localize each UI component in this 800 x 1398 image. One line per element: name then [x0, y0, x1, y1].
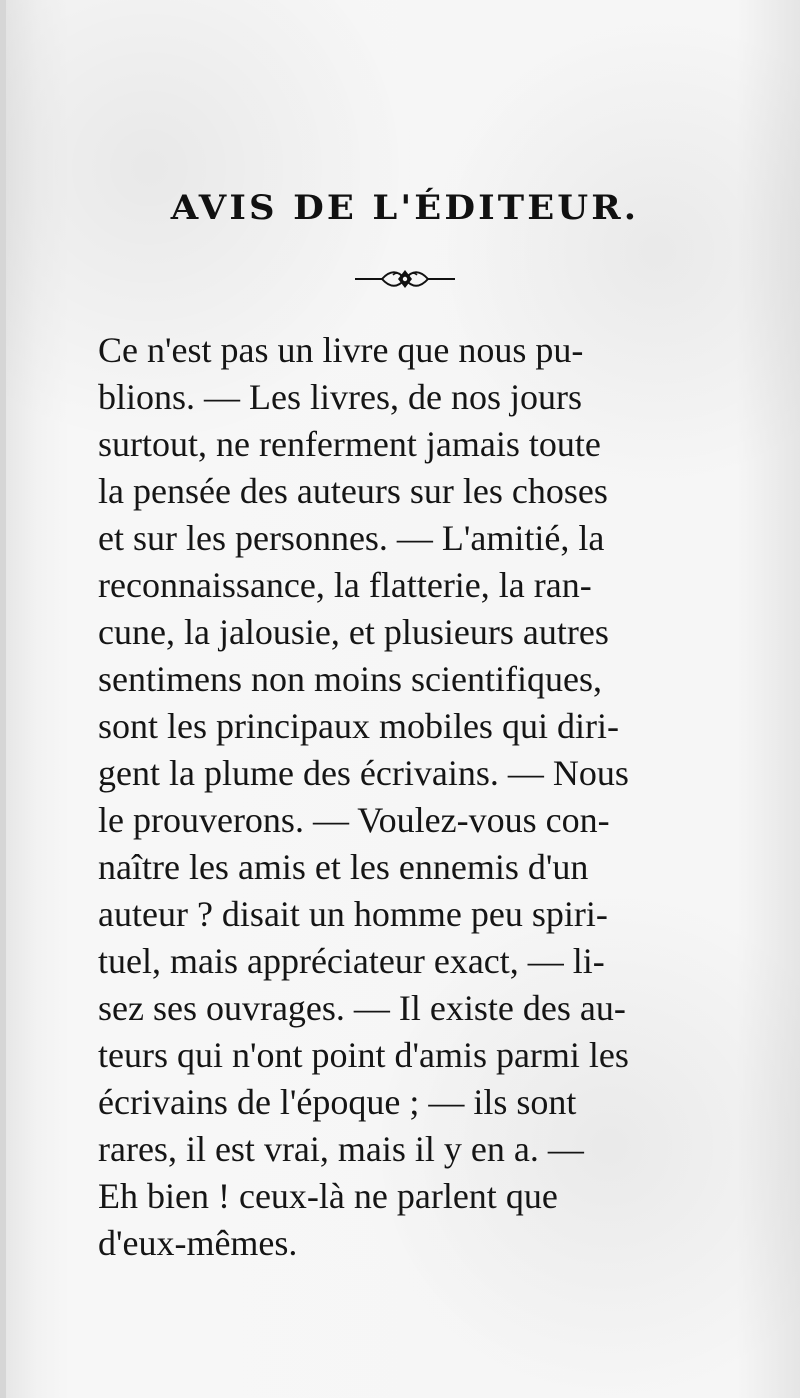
page-title: AVIS DE L'ÉDITEUR.	[170, 188, 640, 228]
decorative-fleuron-icon	[351, 265, 459, 293]
publisher-notice-body: Ce n'est pas un livre que nous pu- blions. — Les livres, de nos jours surtout, ne renferment jamais toute la pensée des auteurs sur les choses et sur les personnes. — L'amitié, la reconnaissance, la flatterie, la ran- cune, la jalousie, et plusieurs autres sentimens non moins scientifiques, sont les principaux mobiles qui diri- gent la plume des écrivains. — Nous le prouverons. — Voulez-vous con- naître les amis et les ennemis d'un auteur ? disait un homme peu spiri- tuel, mais appréciateur exact, — li- sez ses ouvrages. — Il existe des au- teurs qui n'ont point d'amis parmi les écrivains de l'époque ; — ils sont rares, il est vrai, mais il y en a. — Eh bien ! ceux-là ne parlent que d'eux-mêmes.	[98, 330, 629, 1263]
page-content	[98, 188, 712, 1267]
